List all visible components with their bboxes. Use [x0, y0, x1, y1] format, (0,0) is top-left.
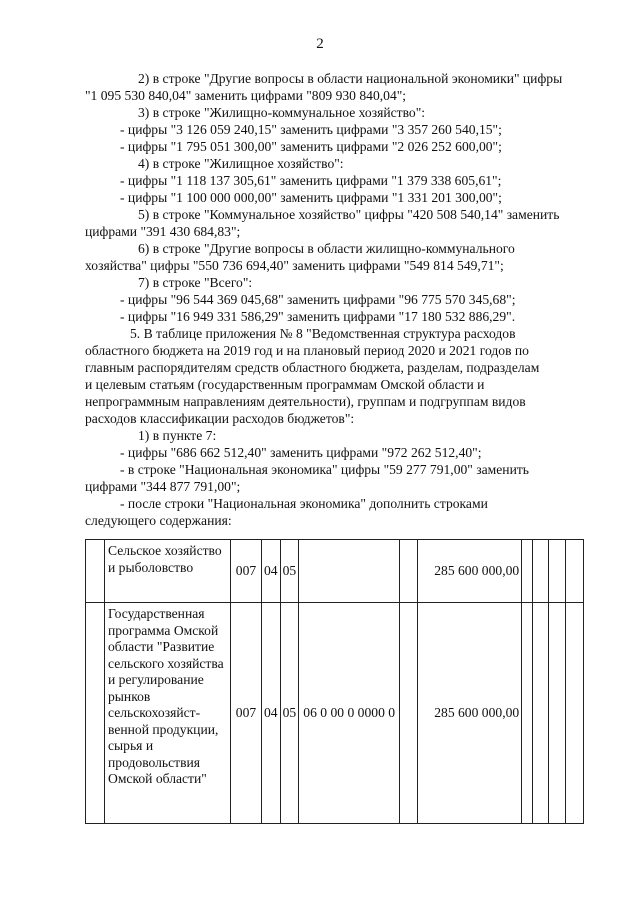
- ministry-code: 007: [231, 603, 262, 824]
- table-row: [86, 603, 584, 824]
- text-line: - цифры "1 118 137 305,61" заменить цифрами "1 379 338 605,61";: [120, 173, 502, 188]
- row-name: Государственная программа Омской области "Развитие сельского хозяйства и регулирование рынков сельскохозяйст-венной продукции, сырья и продовольствия Омской области": [105, 603, 231, 824]
- table-row: [86, 540, 584, 603]
- expense-type-cell: [400, 603, 418, 824]
- empty-cell: [549, 603, 566, 824]
- text-line: следующего содержания:: [85, 513, 232, 528]
- row-name: Сельское хозяйство и рыболовство: [105, 540, 231, 603]
- empty-cell: [566, 603, 584, 824]
- section-code: 04: [262, 540, 281, 603]
- text-line: - в строке "Национальная экономика" цифры "59 277 791,00" заменить: [120, 462, 529, 477]
- text-line: 2) в строке "Другие вопросы в области национальной экономики" цифры: [138, 71, 563, 86]
- text-line: - цифры "3 126 059 240,15" заменить цифрами "3 357 260 540,15";: [120, 122, 502, 137]
- amount-2019: 285 600 000,00: [418, 603, 522, 824]
- text-line: 3) в строке "Жилищно-коммунальное хозяйство":: [138, 105, 426, 120]
- text-line: 7) в строке "Всего":: [138, 275, 253, 290]
- text-line: цифрами "391 430 684,83";: [85, 224, 241, 239]
- section-code: 04: [262, 603, 281, 824]
- text-line: областного бюджета на 2019 год и на плановый период 2020 и 2021 годов по: [85, 343, 529, 358]
- text-line: - цифры "96 544 369 045,68" заменить цифрами "96 775 570 345,68";: [120, 292, 516, 307]
- row-spacer-cell: [86, 540, 105, 603]
- text-line: 4) в строке "Жилищное хозяйство":: [138, 156, 344, 171]
- text-line: - после строки "Национальная экономика" дополнить строками: [120, 496, 488, 511]
- text-line: - цифры "686 662 512,40" заменить цифрами "972 262 512,40";: [120, 445, 482, 460]
- ministry-code: 007: [231, 540, 262, 603]
- text-line: непрограммным направлениям деятельности), группам и подгруппам видов: [85, 394, 526, 409]
- text-line: 5. В таблице приложения № 8 "Ведомственная структура расходов: [130, 326, 516, 341]
- text-line: 5) в строке "Коммунальное хозяйство" цифры "420 508 540,14" заменить: [138, 207, 560, 222]
- text-line: - цифры "1 100 000 000,00" заменить цифрами "1 331 201 300,00";: [120, 190, 502, 205]
- text-line: - цифры "16 949 331 586,29" заменить цифрами "17 180 532 886,29".: [120, 309, 516, 324]
- page-number: 2: [316, 36, 324, 52]
- text-line: главным распорядителям средств областного бюджета, разделам, подразделам: [85, 360, 540, 375]
- text-line: 1) в пункте 7:: [138, 428, 217, 443]
- subsection-code: 05: [280, 540, 299, 603]
- empty-cell: [522, 603, 533, 824]
- text-line: "1 095 530 840,04" заменить цифрами "809 930 840,04";: [85, 88, 407, 103]
- expense-type-cell: [400, 540, 418, 603]
- row-spacer-cell: [86, 603, 105, 824]
- subsection-code: 05: [280, 603, 299, 824]
- empty-cell: [533, 603, 549, 824]
- amount-2019: 285 600 000,00: [418, 540, 522, 603]
- empty-cell: [549, 540, 566, 603]
- amendment-table: [85, 539, 584, 824]
- text-line: и целевым статьям (государственным программам Омской области и: [85, 377, 485, 392]
- target-article-code: [299, 540, 400, 603]
- empty-cell: [522, 540, 533, 603]
- text-line: хозяйства" цифры "550 736 694,40" заменить цифрами "549 814 549,71";: [85, 258, 504, 273]
- text-line: расходов классификации расходов бюджетов":: [85, 411, 355, 426]
- text-line: 6) в строке "Другие вопросы в области жилищно-коммунального: [138, 241, 515, 256]
- target-article-code: 06 0 00 0 0000 0: [299, 603, 400, 824]
- empty-cell: [566, 540, 584, 603]
- text-line: цифрами "344 877 791,00";: [85, 479, 241, 494]
- text-line: - цифры "1 795 051 300,00" заменить цифрами "2 026 252 600,00";: [120, 139, 502, 154]
- empty-cell: [533, 540, 549, 603]
